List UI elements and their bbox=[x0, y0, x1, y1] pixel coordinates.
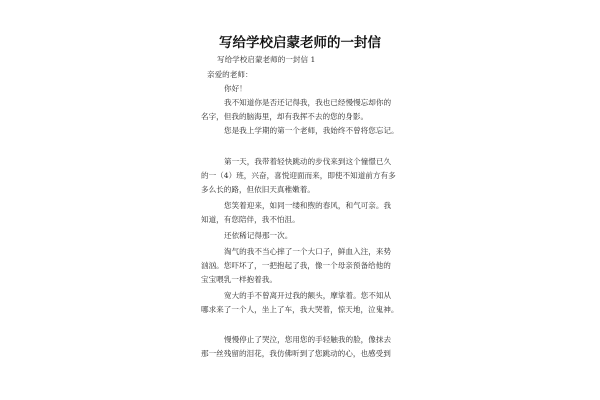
paragraph-line: 第一天，我带着轻快跳动的步伐来到这个憧憬已久 bbox=[224, 157, 392, 166]
greeting: 你好！ bbox=[224, 84, 247, 93]
paragraph-line: 宽大的手不曾离开过我的额头，摩挲着。您不知从 bbox=[224, 291, 392, 300]
paragraph-line: 名字，但我的脑海里，却有我挥不去的您的身影。 bbox=[201, 112, 369, 121]
document-title: 写给学校启蒙老师的一封信 bbox=[219, 35, 381, 51]
paragraph-line: 您是我上学期的第一个老师，我始终不曾将您忘记。 bbox=[224, 126, 399, 135]
paragraph-line: 还依稀记得那一次。 bbox=[224, 231, 293, 240]
paragraph-line: 知道，有您陪伴，我不怕沮。 bbox=[201, 215, 300, 224]
document-subtitle: 写给学校启蒙老师的一封信 1 bbox=[217, 55, 316, 64]
paragraph-line: 您笑着迎来，如同一缕和煦的春风，和气可亲。我 bbox=[224, 201, 392, 210]
salutation: 亲爱的老师： bbox=[207, 70, 253, 79]
paragraph-line: 多么长的路，但依旧天真稚嫩着。 bbox=[201, 185, 315, 194]
paragraph-line: 慢慢停止了哭泣，您用您的手轻触我的脸，像抹去 bbox=[224, 335, 392, 344]
paragraph-line: 那一丝残留的泪花，我仿佛听到了您跳动的心，也感受到 bbox=[201, 349, 391, 358]
paragraph-line: 的一（4）班，兴奋，喜悦迎面而来，即使不知道前方有多 bbox=[201, 171, 396, 180]
paragraph-line: 淘气的我不当心摔了一个大口子，鲜血入注，来势 bbox=[224, 247, 392, 256]
paragraph-line: 我不知道你是否还记得我，我也已经慢慢忘却你的 bbox=[224, 98, 392, 107]
paragraph-line: 汹汹。您吓坏了，一把抱起了我，像一个母亲预备给他的 bbox=[201, 261, 391, 270]
paragraph-line: 哪求来了一个人，坐上了车，我大哭着，惊天地，泣鬼神。 bbox=[201, 305, 399, 314]
paragraph-line: 宝宝喂乳一样抱着我。 bbox=[201, 275, 277, 284]
